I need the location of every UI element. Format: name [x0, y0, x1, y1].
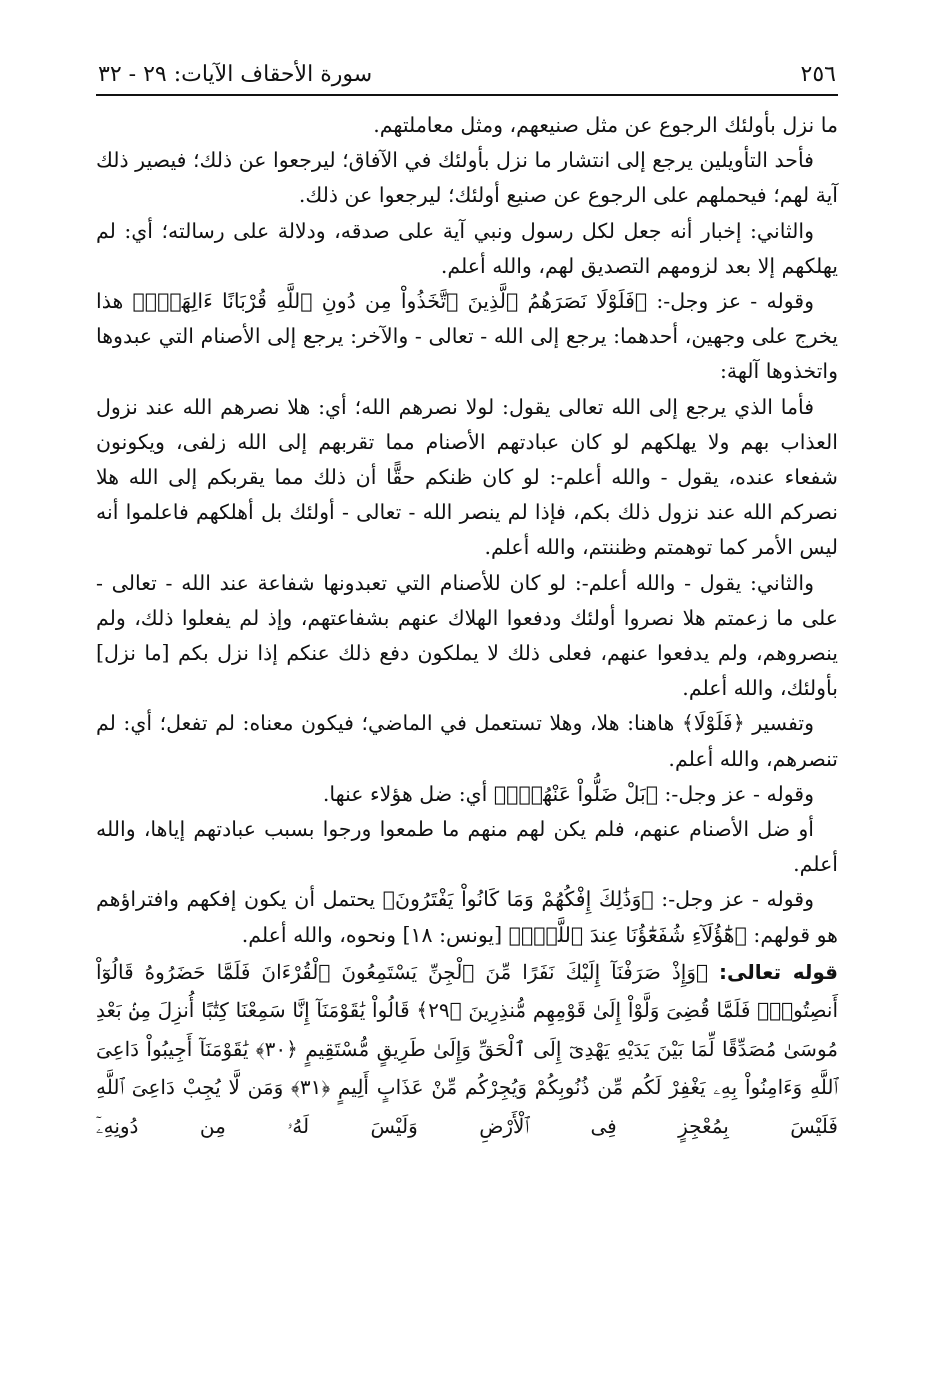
paragraph: والثاني: إخبار أنه جعل لكل رسول ونبي آية على صدقه، ودلالة على رسالته؛ أي: لم يهلكهم إلا بعد لزومهم التصديق لهم، والله أعلم.	[96, 218, 838, 278]
paragraph: وقوله - عز وجل-: ﴿وَذَٰلِكَ إِفْكُهُمْ وَمَا كَانُواْ يَفْتَرُونَ﴾ يحتمل أن يكون إفكهم وافتراؤهم هو قولهم: ﴿هَٰٓؤُلَآءِ شُفَعَٰٓؤُنَا عِندَ ٱللَّهِۚ﴾ [يونس: ١٨] ونحوه، والله أعلم.	[96, 887, 838, 947]
running-header	[96, 52, 838, 96]
book-page	[96, 52, 838, 1145]
verse-lead: قوله تعالى:	[719, 959, 839, 984]
paragraph: وقوله - عز وجل-: ﴿بَلْ ضَلُّواْ عَنْهُمْۚ﴾ أي: ضل هؤلاء عنها.	[322, 781, 814, 806]
paragraph: فأحد التأويلين يرجع إلى انتشار ما نزل بأولئك في الآفاق؛ ليرجعوا عن ذلك؛ فيصير ذلك آية لهم؛ فيحملهم على الرجوع عن صنيع أولئك؛ ليرجعوا عن ذلك.	[96, 148, 838, 208]
paragraph: ما نزل بأولئك الرجوع عن مثل صنيعهم، ومثل معاملتهم.	[373, 113, 838, 137]
paragraph: وقوله - عز وجل-: ﴿فَلَوْلَا نَصَرَهُمُ ٱلَّذِينَ ٱتَّخَذُواْ مِن دُونِ ٱللَّهِ قُرْبَانًا ءَالِهَةَۢ﴾ هذا يخرج على وجهين، أحدهما: يرجع إلى الله - تعالى - والآخر: يرجع إلى الأصنام التي عبدوها واتخذوها آلهة:	[96, 289, 838, 384]
paragraph: والثاني: يقول - والله أعلم-: لو كان للأصنام التي تعبدونها شفاعة عند الله - تعالى - على ما زعمتم هلا نصروا أولئك ودفعوا الهلاك عنهم بشفاعتهم، وإذ لم يفعلوا ذلك، ولم ينصروهم، ولم يدفعوا عنهم، فعلى ذلك لا يملكون دفع ذلك عنكم إذا نزل بكم [ما نزل] بأولئك، والله أعلم.	[96, 570, 838, 701]
paragraph: وتفسير ﴿فَلَوْلَا﴾ هاهنا: هلا، وهلا تستعمل في الماضي؛ فيكون معناه: لم تفعل؛ أي: لم تنصرهم، والله أعلم.	[96, 711, 838, 771]
commentary-text	[96, 108, 838, 953]
paragraph: فأما الذي يرجع إلى الله تعالى يقول: لولا نصرهم الله؛ أي: هلا نصرهم الله عند نزول العذاب بهم ولا يهلكهم لو كان عبادتهم الأصنام مما تقربهم إلى الله زلفى، ويكونون شفعاء عنده، يقول - والله أعلم-: لو كان ظنكم حقًّا أن ذلك مما يقربكم إلى الله هلا نصركم الله عند نزول ذلك بكم، فإذا لم ينصر الله - تعالى - أولئك بل أهلكهم فاعلموا أنه ليس الأمر كما توهمتم وظننتم، والله أعلم.	[96, 394, 838, 560]
quran-passage	[96, 953, 838, 1146]
verse-text: ﴿وَإِذْ صَرَفْنَآ إِلَيْكَ نَفَرًا مِّنَ ٱلْجِنِّ يَسْتَمِعُونَ ٱلْقُرْءَانَ فَلَمَّا حَضَرُوهُ قَالُوٓاْ أَنصِتُواْۖ فَلَمَّا قُضِىَ وَلَّوْاْ إِلَىٰ قَوْمِهِم مُّنذِرِينَ ﴿٢٩﴾ قَالُواْ يَٰقَوْمَنَآ إِنَّا سَمِعْنَا كِتَٰبًا أُنزِلَ مِنۢ بَعْدِ مُوسَىٰ مُصَدِّقًا لِّمَا بَيْنَ يَدَيْهِ يَهْدِىٓ إِلَى ٱلْحَقِّ وَإِلَىٰ طَرِيقٍ مُّسْتَقِيمٍ ﴿٣٠﴾ يَٰقَوْمَنَآ أَجِيبُواْ دَاعِىَ ٱللَّهِ وَءَامِنُواْ بِهِۦ يَغْفِرْ لَكُم مِّن ذُنُوبِكُمْ وَيُجِرْكُم مِّنْ عَذَابٍ أَلِيمٍ ﴿٣١﴾ وَمَن لَّا يُجِبْ دَاعِىَ ٱللَّهِ فَلَيْسَ بِمُعْجِزٍ فِى ٱلْأَرْضِ وَلَيْسَ لَهُۥ مِن دُونِهِۦٓ	[96, 959, 839, 1138]
page-number: ٢٥٦	[800, 62, 836, 87]
running-title: سورة الأحقاف الآيات: ٢٩ - ٣٢	[98, 62, 373, 87]
paragraph: أو ضل الأصنام عنهم، فلم يكن لهم منهم ما طمعوا ورجوا بسبب عبادتهم إياها، والله أعلم.	[96, 817, 838, 877]
